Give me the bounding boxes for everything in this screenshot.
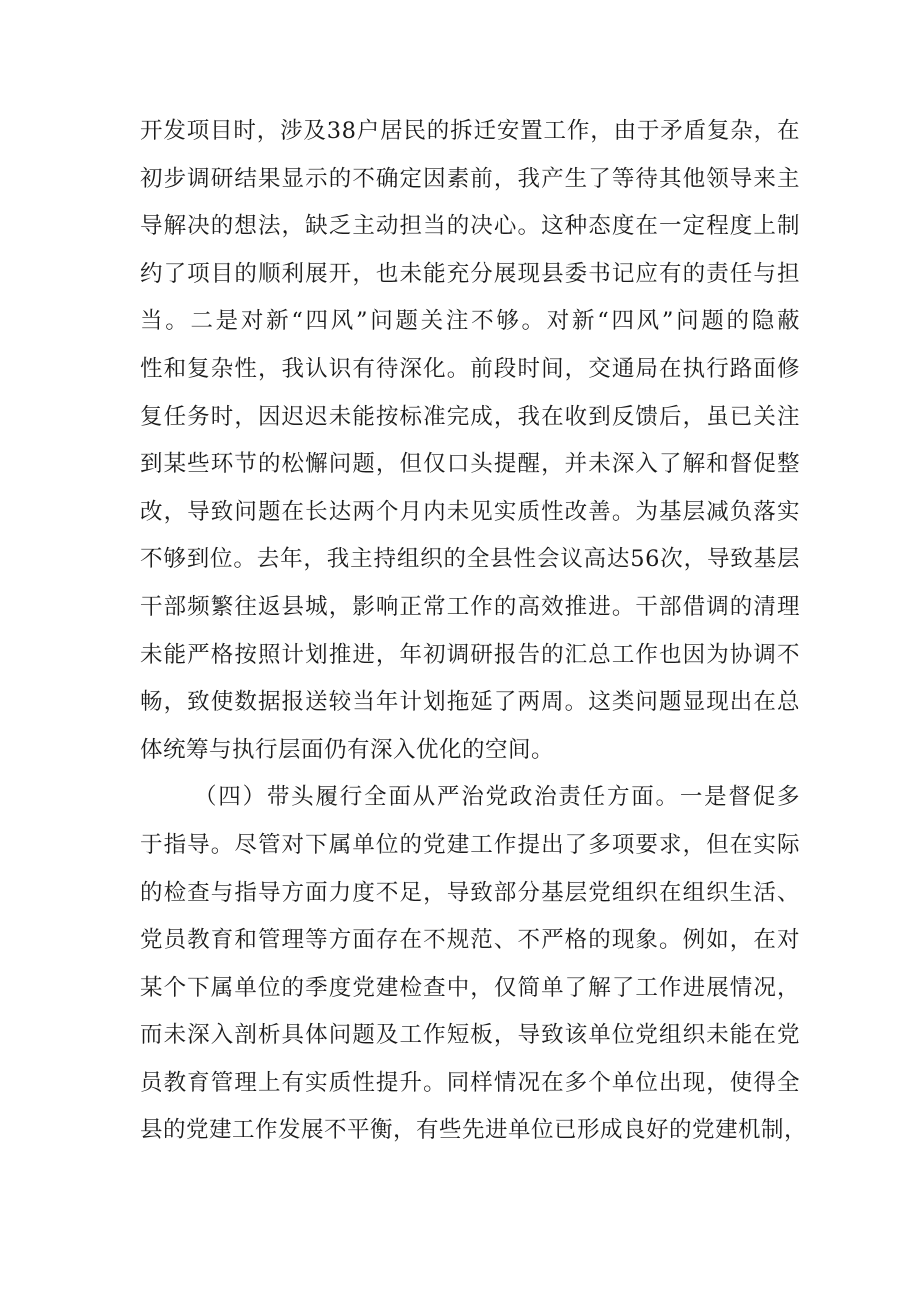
text-line: 于指导。尽管对下属单位的党建工作提出了多项要求，但在实际 xyxy=(140,831,800,858)
text-line: 党员教育和管理等方面存在不规范、不严格的现象。例如，在对 xyxy=(140,927,800,954)
text-line: 开发项目时，涉及38户居民的拆迁安置工作，由于矛盾复杂，在 xyxy=(140,118,800,144)
paragraph xyxy=(140,774,808,1155)
text-line: 某个下属单位的季度党建检查中，仅简单了解了工作进展情况， xyxy=(140,974,800,1001)
text-line: 约了项目的顺利展开，也未能充分展现县委书记应有的责任与担 xyxy=(140,260,800,287)
text-line: 不够到位。去年，我主持组织的全县性会议高达56次，导致基层 xyxy=(140,546,800,573)
text-line: 体统筹与执行层面仍有深入优化的空间。 xyxy=(140,736,555,763)
text-line: 的检查与指导方面力度不足，导致部分基层党组织在组织生活、 xyxy=(140,879,800,906)
text-line: 到某些环节的松懈问题，但仅口头提醒，并未深入了解和督促整 xyxy=(140,451,800,478)
text-line: 未能严格按照计划推进，年初调研报告的汇总工作也因为协调不 xyxy=(140,641,800,668)
text-line: 员教育管理上有实质性提升。同样情况在多个单位出现，使得全 xyxy=(140,1069,800,1096)
text-line: 初步调研结果显示的不确定因素前，我产生了等待其他领导来主 xyxy=(140,165,800,192)
text-line: 畅，致使数据报送较当年计划拖延了两周。这类问题显现出在总 xyxy=(140,689,800,716)
text-line: 而未深入剖析具体问题及工作短板，导致该单位党组织未能在党 xyxy=(140,1022,800,1049)
text-line: 性和复杂性，我认识有待深化。前段时间，交通局在执行路面修 xyxy=(140,355,800,382)
text-line: 县的党建工作发展不平衡，有些先进单位已形成良好的党建机制， xyxy=(140,1117,808,1144)
text-line: 导解决的想法，缺乏主动担当的决心。这种态度在一定程度上制 xyxy=(140,213,800,240)
paragraph xyxy=(140,108,800,774)
text-line: 当。二是对新“四风”问题关注不够。对新“四风”问题的隐蔽 xyxy=(140,308,800,335)
text-line: 干部频繁往返县城，影响正常工作的高效推进。干部借调的清理 xyxy=(140,593,800,620)
text-line: 改，导致问题在长达两个月内未见实质性改善。为基层减负落实 xyxy=(140,498,800,525)
text-line: 复任务时，因迟迟未能按标准完成，我在收到反馈后，虽已关注 xyxy=(140,403,800,430)
text-line: （四）带头履行全面从严治党政治责任方面。一是督促多 xyxy=(194,784,800,811)
document-body xyxy=(140,108,808,1155)
